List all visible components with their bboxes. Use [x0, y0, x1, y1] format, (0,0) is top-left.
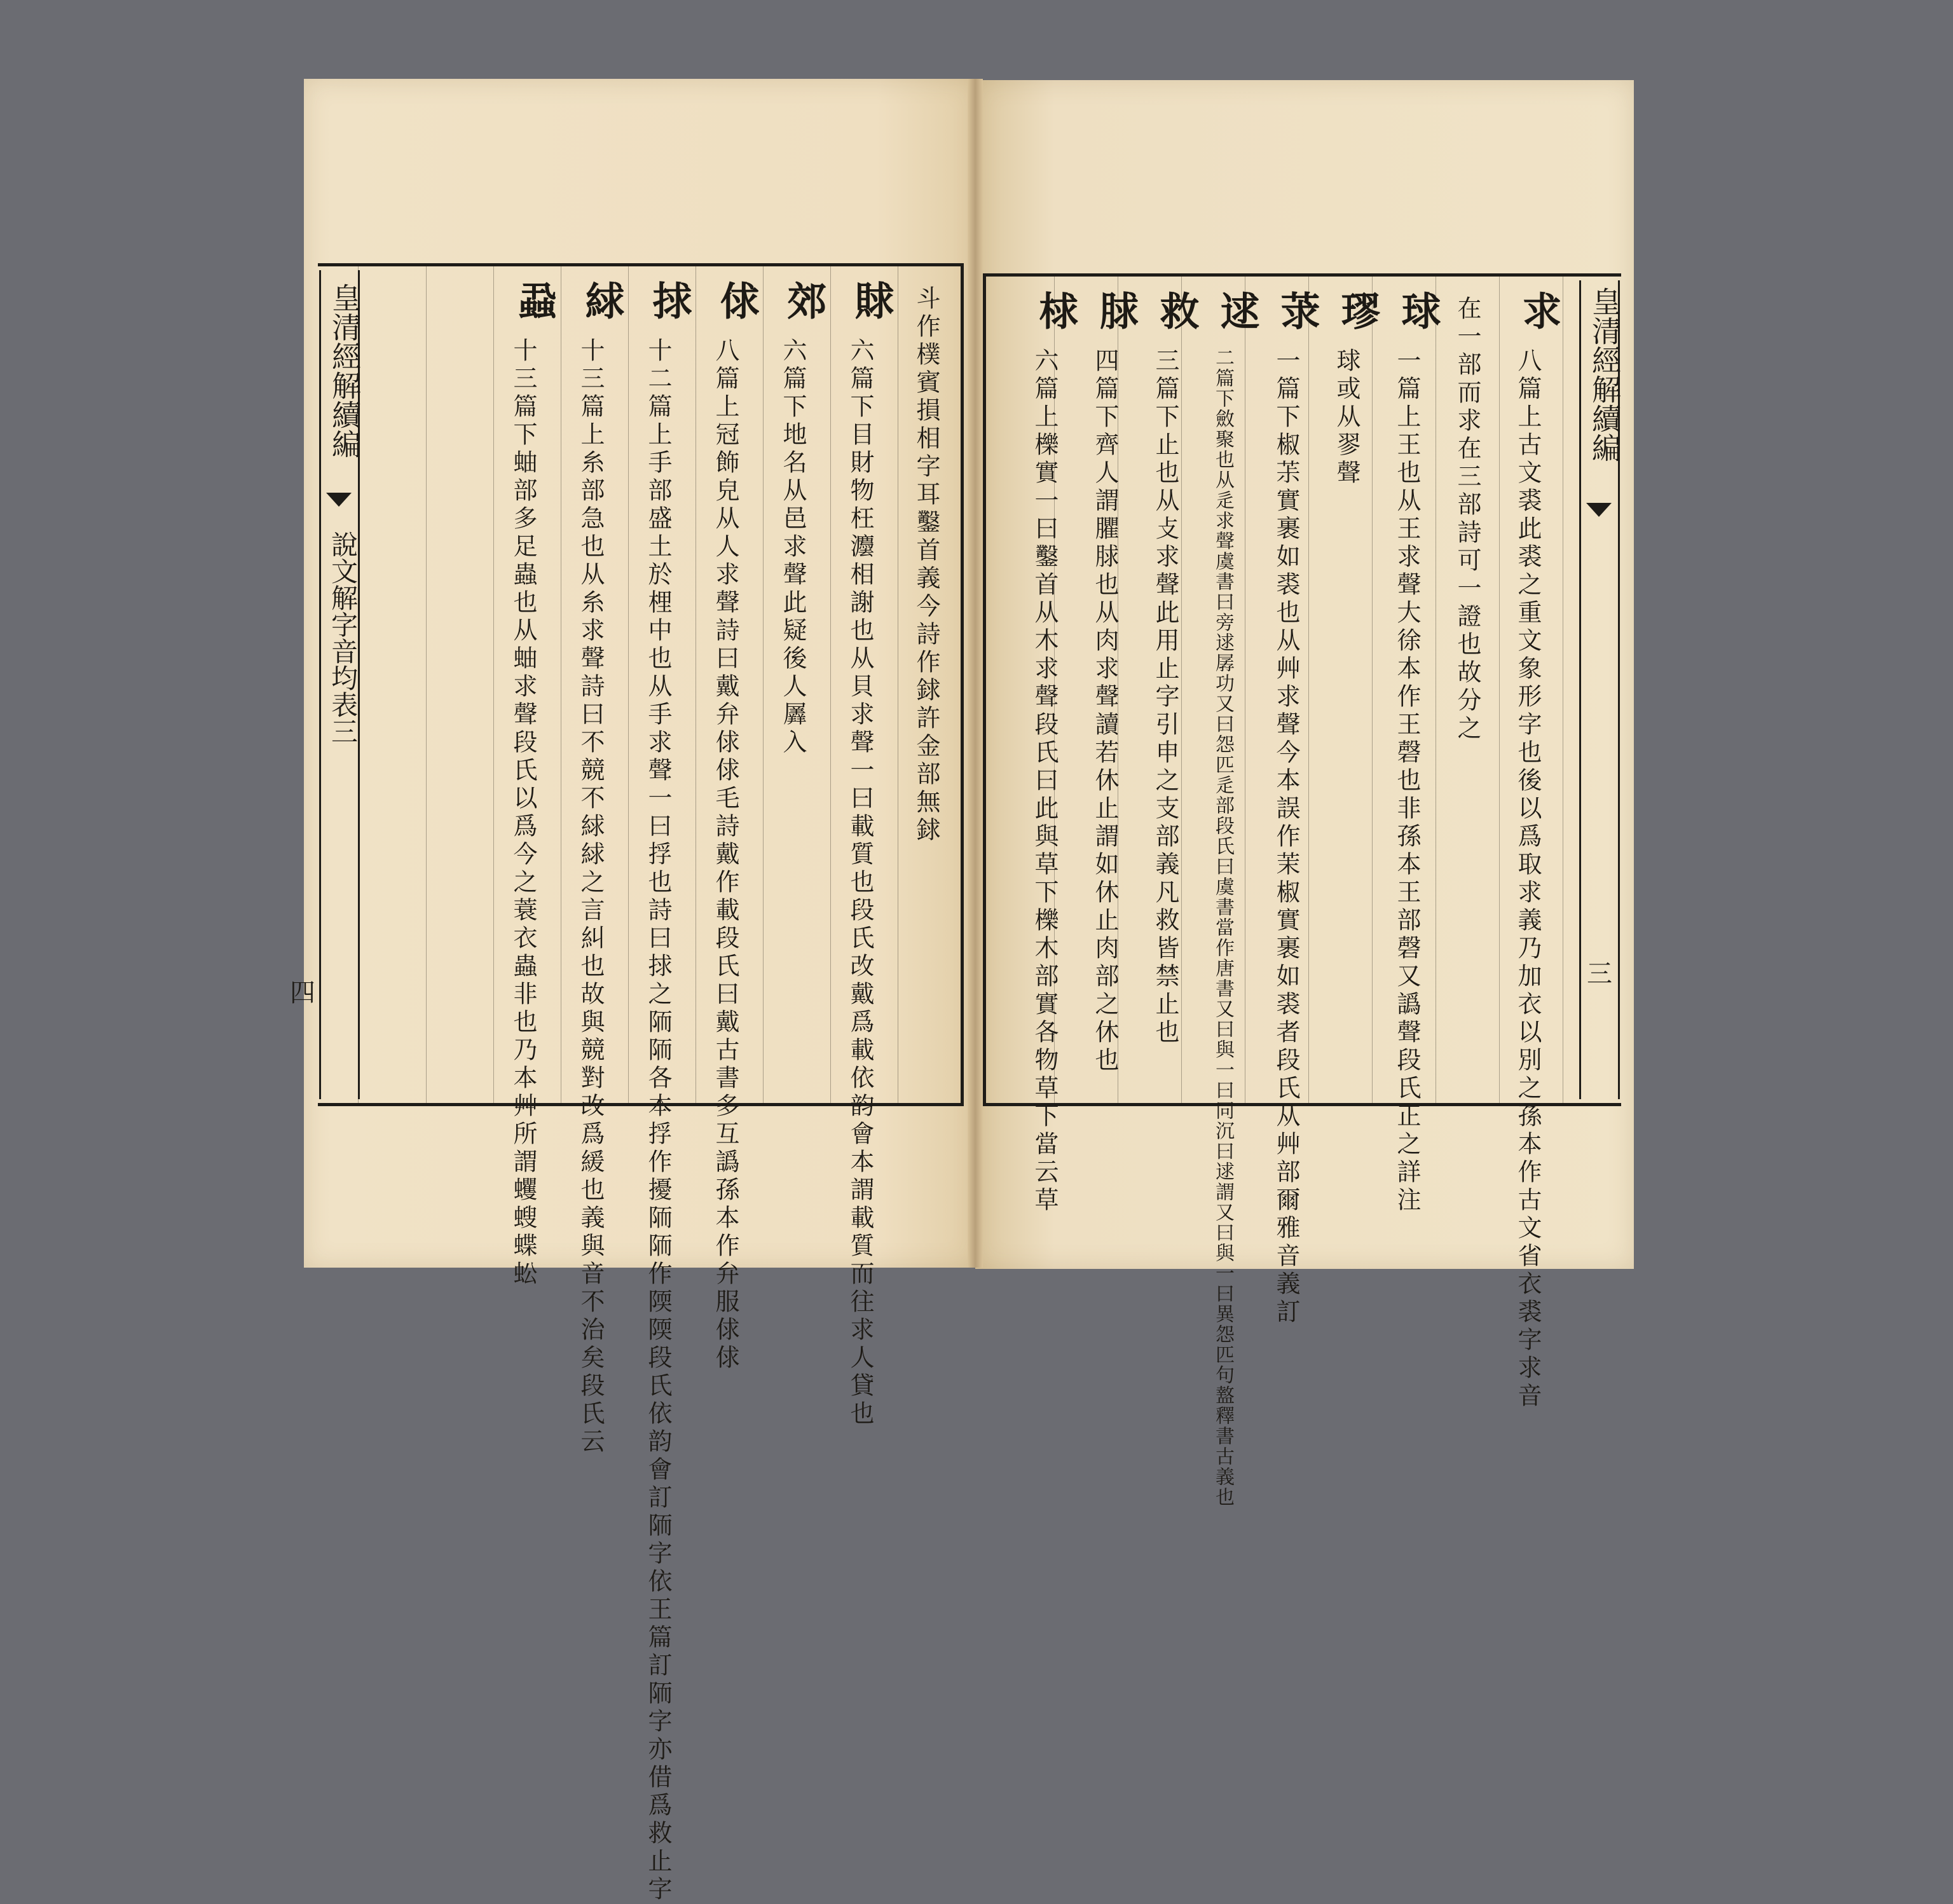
left-frame-edge [961, 266, 964, 1103]
entry-head: 救 [1153, 291, 1200, 332]
entry [1390, 291, 1446, 332]
right-frame-edge [983, 277, 986, 1103]
entry-head: 球 [1395, 291, 1441, 332]
entry-body: 八篇上古文裘此裘之重文象形字也後以爲取求義乃加衣以別之孫本作古文省衣裘字求音 [1514, 348, 1542, 1411]
left-text-frame [318, 263, 964, 1904]
entry-body: 四篇下齊人謂臞脙也从肉求聲讀若休止謂如休止肉部之休也 [1091, 348, 1119, 1075]
entry [1088, 291, 1144, 332]
entry [776, 280, 832, 322]
entry-head: 莍 [1274, 291, 1320, 332]
entry-body: 一篇上王也从王求聲大徐本作王磬也非孫本王部磬又譌聲段氏正之詳注 [1393, 348, 1421, 1215]
entry [506, 280, 563, 322]
entry-body: 十二篇上手部盛土於梩中也从手求聲一曰捊也詩曰捄之陑陑各本捊作擾陑陑作陾陾段氏依韵會訂陑字依王篇訂陑字亦借爲救止字 [644, 338, 672, 1904]
entry-head: 璆 [1334, 291, 1381, 332]
entry-fragment: 在一部而求在三部詩可一證也故分之 [1453, 296, 1481, 743]
entry-body: 球或从翏聲 [1333, 348, 1360, 488]
entry [1329, 291, 1386, 332]
entry [1209, 291, 1265, 332]
entry-head: 俅 [713, 280, 760, 322]
entry [641, 280, 697, 322]
entry-body: 十三篇上糸部急也从糸求聲詩曰不競不絿絿之言糾也故與競對改爲緩也義與音不治矣段氏云 [577, 338, 605, 1456]
entry [1027, 291, 1084, 332]
right-folio: 三 [1587, 959, 1612, 989]
entry-head: 求 [1516, 291, 1562, 332]
entry [1269, 291, 1326, 332]
entry-body: 十三篇下蚰部多足蟲也从蚰求聲段氏以爲今之蓑衣蟲非也乃本艸所謂蠼螋蝶蚣 [509, 338, 537, 1289]
entry-body: 六篇下目財物枉灋相謝也从貝求聲一曰載質也段氏改戴爲載依韵會本謂載質而往求人貸也 [846, 338, 874, 1428]
entry-fragment: 斗作樸賓損相字耳鑿首義今詩作銶許金部無銶 [912, 285, 940, 845]
left-margin-band [319, 270, 360, 1099]
entry-head: 郊 [781, 280, 827, 322]
entry-head: 蝨 [511, 280, 558, 322]
entry [843, 280, 900, 322]
entry-body: 六篇上櫟實一曰鑿首从木求聲段氏曰此與草下櫟木部實各物草下當云草 [1031, 348, 1059, 1215]
margin-title: 皇清經解續編 [1587, 287, 1622, 462]
right-text-frame [983, 273, 1622, 1507]
entry-head: 捄 [646, 280, 692, 322]
entry-body: 六篇下地名从邑求聲此疑後人羼入 [779, 338, 807, 757]
section-title: 說文解字音均表三 [327, 531, 359, 744]
entry-head: 賕 [848, 280, 894, 322]
entry-head: 脙 [1093, 291, 1139, 332]
entry-body: 一篇下椒茮實裹如裘也从艸求聲今本誤作茉椒實裹如裘者段氏从艸部爾雅音義訂 [1272, 348, 1300, 1327]
margin-title: 皇清經解續編 [327, 283, 362, 458]
left-folio: 四 [290, 978, 315, 1008]
entry-head: 逑 [1214, 291, 1260, 332]
entry-body: 三篇下止也从攴求聲此用止字引申之支部義凡救皆禁止也 [1151, 348, 1179, 1047]
entry [573, 280, 630, 322]
entry [1148, 291, 1205, 332]
book-gutter [968, 79, 983, 1268]
entry [708, 280, 765, 322]
fish-tail-mark [326, 493, 352, 507]
entry-body: 八篇上冠飾皃从人求聲詩曰戴弁俅俅毛詩戴作載段氏曰戴古書多互譌孫本作弁服俅俅 [711, 338, 739, 1373]
entry-head: 絿 [579, 280, 625, 322]
fish-tail-mark [1586, 503, 1612, 517]
entry-head: 梂 [1032, 291, 1079, 332]
entry-body: 二篇下斂聚也从辵求聲虞書曰旁逑孱功又曰怨匹辵部段氏曰虞書當作唐書又曰與一曰同沉曰逑謂又曰與一曰異怨匹句盩釋書古義也 [1212, 348, 1234, 1507]
entry [1511, 291, 1567, 332]
